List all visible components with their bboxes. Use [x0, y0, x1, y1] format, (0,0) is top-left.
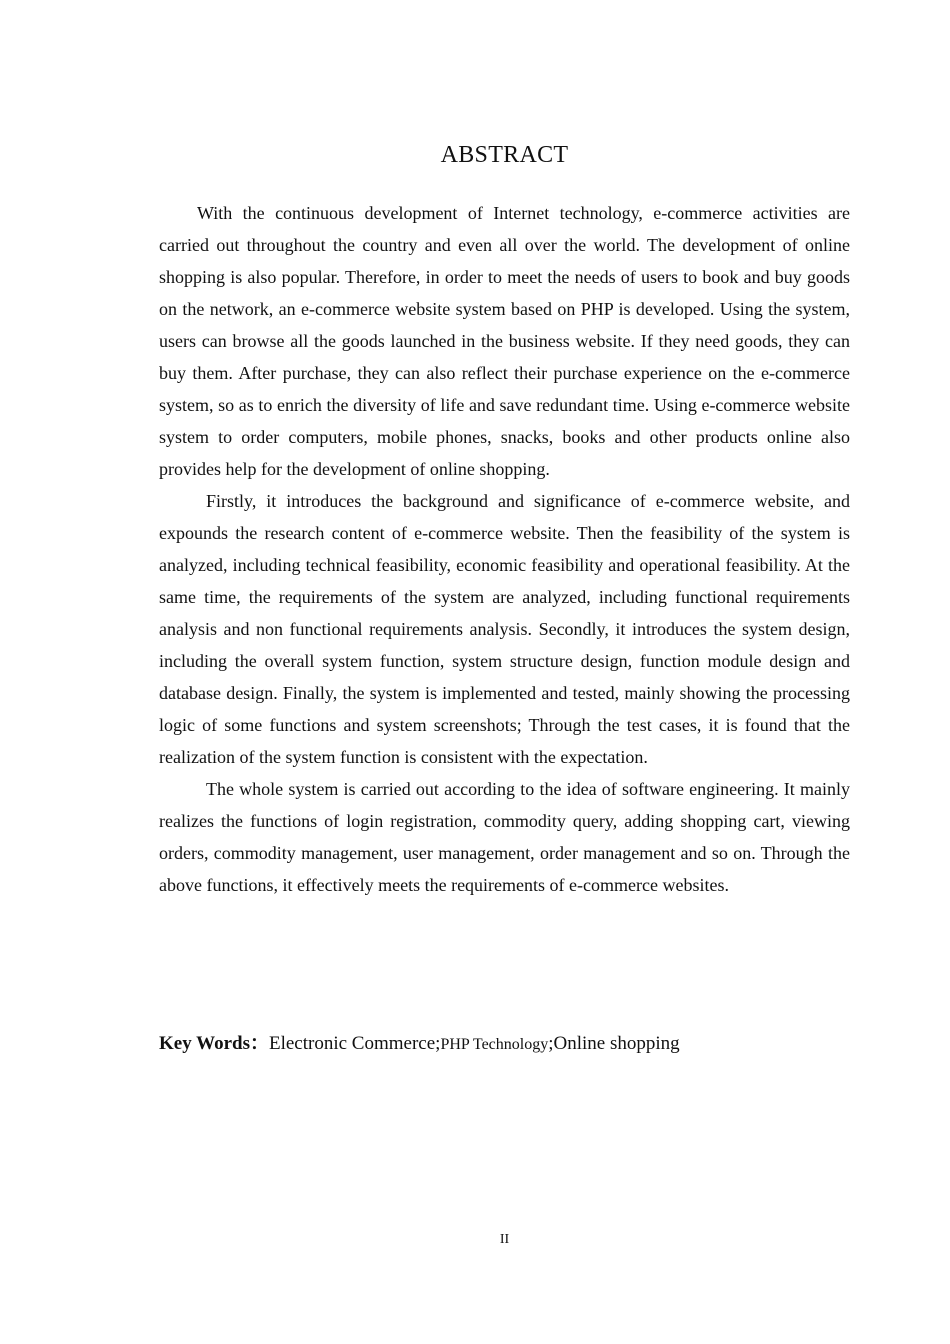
abstract-paragraph-2: Firstly, it introduces the background and significance of e-commerce website, and expounds the research content of e-commerce website. Then the feasibility of the system is analyzed, including technical feasibility, economic feasibility and operational feasibility. At the same time, the requirements of the system are analyzed, including functional requirements analysis and non functional requirements analysis. Secondly, it introduces the system design, including the overall system function, system structure design, function module design and database design. Finally, the system is implemented and tested, mainly showing the processing logic of some functions and system screenshots; Through the test cases, it is found that the realization of the system function is consistent with the expectation.	[159, 491, 850, 767]
abstract-title: ABSTRACT	[440, 142, 569, 168]
abstract-paragraph-3: The whole system is carried out according to the idea of software engineering. It mainly realizes the functions of login registration, commodity query, adding shopping cart, viewing orders, commodity management, user management, order management and so on. Through the above functions, it effectively meets the requirements of e-commerce websites.	[159, 779, 850, 895]
abstract-body	[159, 197, 850, 901]
page-number: II	[499, 1232, 510, 1247]
keyword-online-shopping: ;Online shopping	[548, 1033, 680, 1054]
keywords-label: Key Words：	[159, 1033, 269, 1054]
keywords-line	[159, 1028, 680, 1055]
keyword-php-technology: PHP Technology	[440, 1036, 549, 1053]
abstract-paragraph-1: With the continuous development of Internet technology, e-commerce activities are carried out throughout the country and even all over the world. The development of online shopping is also popular. Therefore, in order to meet the needs of users to book and buy goods on the network, an e-commerce website system based on PHP is developed. Using the system, users can browse all the goods launched in the business website. If they need goods, they can buy them. After purchase, they can also reflect their purchase experience on the e-commerce system, so as to enrich the diversity of life and save redundant time. Using e-commerce website system to order computers, mobile phones, snacks, books and other products online also provides help for the development of online shopping.	[159, 203, 850, 479]
keyword-electronic-commerce: Electronic Commerce;	[268, 1033, 441, 1054]
